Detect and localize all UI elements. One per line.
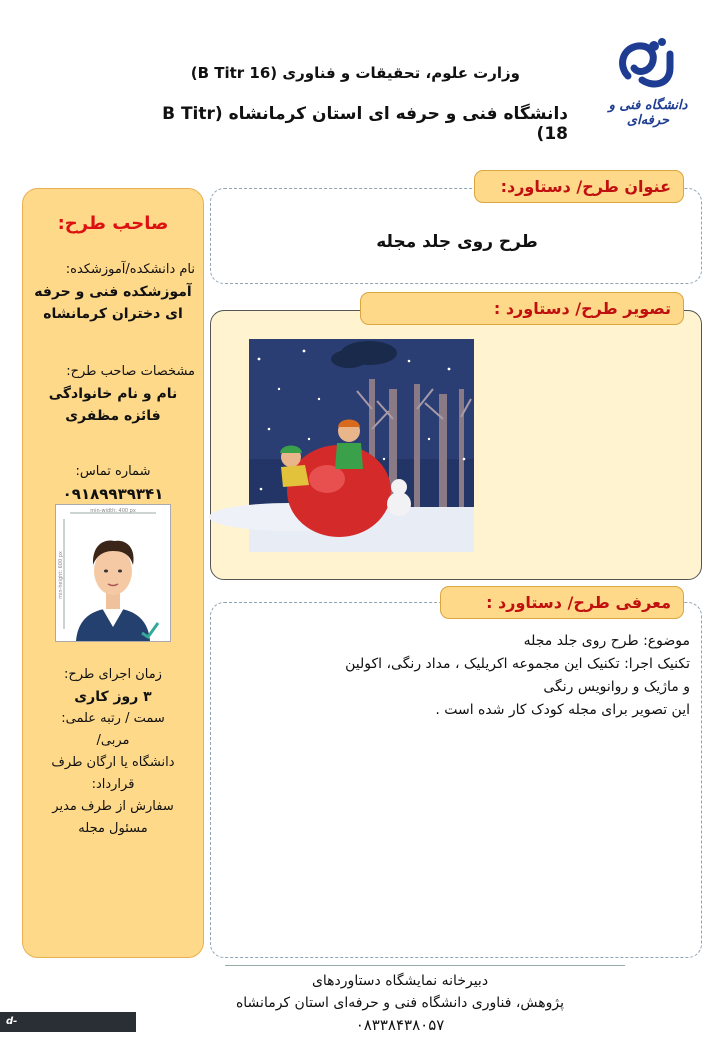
org-value: سفارش از طرف مدیر مسئول مجله bbox=[52, 799, 174, 836]
intro-line: تکنیک اجرا: تکنیک این مجموعه اکریلیک ، مداد رنگی، اکولین bbox=[345, 656, 690, 672]
rank-value: مربی/ bbox=[96, 733, 130, 748]
logo-mark-icon bbox=[598, 36, 698, 100]
photo-height-note: min-height: 600 px bbox=[58, 551, 64, 599]
intro-text bbox=[222, 630, 690, 722]
college-value: آموزشکده فنی و حرفه ای دختران کرمانشاه bbox=[34, 284, 192, 322]
owner-block bbox=[31, 361, 195, 427]
org-label: دانشگاه یا ارگان طرف قرارداد: bbox=[51, 755, 175, 792]
ministry-title: وزارت علوم، تحقیقات و فناوری (B Titr 16) bbox=[190, 64, 520, 82]
intro-line: این تصویر برای مجله کودک کار شده است . bbox=[435, 702, 690, 718]
project-title: طرح روی جلد مجله bbox=[376, 232, 538, 252]
college-label: نام دانشکده/آموزشکده: bbox=[65, 262, 195, 277]
image-badge: تصویر طرح/ دستاورد : bbox=[360, 292, 684, 325]
owner-name: فائزه مظفری bbox=[65, 408, 161, 424]
intro-line: موضوع: طرح روی جلد مجله bbox=[523, 633, 690, 649]
duration-value: ۳ روز کاری bbox=[74, 689, 152, 705]
phone-label: شماره تماس: bbox=[75, 464, 151, 479]
rank-label: سمت / رتبه علمی: bbox=[61, 711, 165, 726]
magazine-cover-artwork bbox=[249, 339, 474, 552]
university-title: دانشگاه فنی و حرفه ای استان کرمانشاه (B Titr 18) bbox=[162, 104, 568, 144]
site-url-tag[interactable]: d-kermanshah.tvu.ac.ir bbox=[0, 1012, 136, 1032]
footer-divider bbox=[225, 965, 625, 966]
phone-number: ۰۹۱۸۹۹۳۹۳۴۱ bbox=[62, 485, 164, 503]
footer-phone: ۰۸۳۳۸۴۳۸۰۵۷ bbox=[355, 1016, 445, 1034]
phone-block bbox=[31, 461, 195, 505]
duration-block bbox=[31, 664, 195, 840]
owner-photo bbox=[55, 504, 171, 642]
logo-text: دانشگاه فنی و حرفه‌ای bbox=[608, 98, 688, 128]
footer-line1: دبیرخانه نمایشگاه دستاوردهای bbox=[311, 973, 489, 989]
photo-width-note: min-width: 400 px bbox=[90, 508, 136, 514]
footer-line2: پژوهش، فناوری دانشگاه فنی و حرفه‌ای استان کرمانشاه bbox=[235, 995, 565, 1011]
owner-sidebar bbox=[22, 188, 204, 958]
footer bbox=[160, 970, 640, 1036]
owner-title: صاحب طرح: bbox=[57, 213, 169, 234]
college-block bbox=[31, 259, 195, 325]
duration-label: زمان اجرای طرح: bbox=[64, 667, 162, 682]
intro-badge: معرفی طرح/ دستاورد : bbox=[440, 586, 684, 619]
title-badge: عنوان طرح/ دستاورد: bbox=[474, 170, 684, 203]
university-logo bbox=[598, 36, 698, 132]
owner-name-label: نام و نام خانوادگی bbox=[48, 386, 178, 402]
intro-line: و ماژیک و روانویس رنگی bbox=[543, 679, 690, 695]
owner-label: مشخصات صاحب طرح: bbox=[66, 364, 195, 379]
